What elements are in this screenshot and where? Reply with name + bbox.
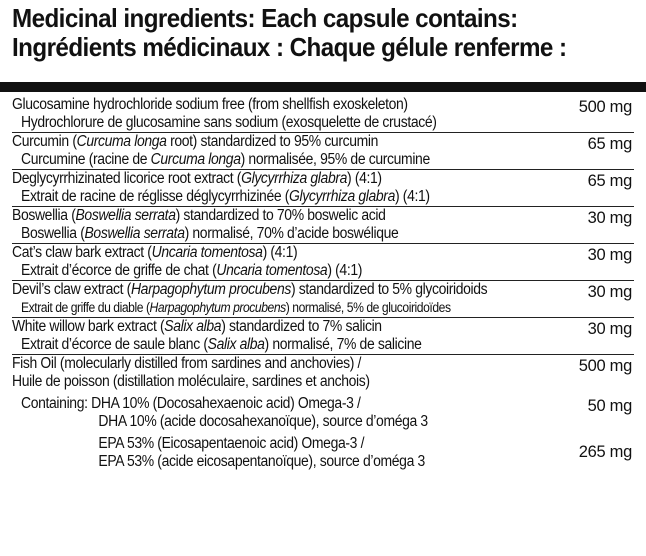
ingredients-table bbox=[12, 96, 634, 471]
title-french: Ingrédients médicinaux : Chaque gélule renferme : bbox=[12, 32, 567, 62]
ingredient-row-devils-claw bbox=[12, 281, 634, 318]
ingredient-amount: 65 mg bbox=[587, 172, 632, 190]
ingredient-name-en: Glucosamine hydrochloride sodium free (from shellfish exoskeleton) bbox=[12, 96, 408, 113]
ingredient-row-licorice bbox=[12, 170, 634, 207]
ingredient-row-fish-oil bbox=[12, 355, 634, 471]
epa-name-fr: EPA 53% (acide eicosapentanoïque), source d’oméga 3 bbox=[98, 453, 425, 470]
ingredient-amount: 500 mg bbox=[578, 98, 632, 116]
ingredient-name-en: Fish Oil (molecularly distilled from sardines and anchovies) / bbox=[12, 355, 362, 372]
ingredient-row-curcumin bbox=[12, 133, 634, 170]
ingredient-amount: 30 mg bbox=[587, 209, 632, 227]
fish-oil-dha bbox=[12, 395, 634, 431]
ingredient-name-fr: Extrait de griffe du diable (Harpagophytum procubens) normalisé, 5% de glucoiridoïdes bbox=[21, 300, 451, 315]
ingredient-amount: 30 mg bbox=[587, 283, 632, 301]
epa-amount: 265 mg bbox=[578, 443, 632, 461]
ingredient-name-en: White willow bark extract (Salix alba) standardized to 7% salicin bbox=[12, 318, 382, 335]
ingredient-name-fr: Extrait d’écorce de griffe de chat (Uncaria tomentosa) (4:1) bbox=[21, 262, 363, 279]
header-divider bbox=[0, 82, 646, 92]
containing-label: Containing: bbox=[21, 395, 88, 412]
dha-amount: 50 mg bbox=[587, 397, 632, 415]
ingredient-name-en: Deglycyrrhizinated licorice root extract (Glycyrrhiza glabra) (4:1) bbox=[12, 170, 382, 187]
ingredient-name-fr: Boswellia (Boswellia serrata) normalisé, 70% d’acide boswélique bbox=[21, 225, 399, 242]
epa-name-en: EPA 53% (Eicosapentaenoic acid) Omega-3 / bbox=[98, 435, 365, 452]
ingredient-name-fr: Hydrochlorure de glucosamine sans sodium (exosquelette de crustacé) bbox=[21, 114, 437, 131]
ingredient-name-en: Boswellia (Boswellia serrata) standardized to 70% boswelic acid bbox=[12, 207, 386, 224]
dha-name-en: Containing: DHA 10% (Docosahexaenoic acid) Omega-3 / bbox=[21, 395, 361, 412]
ingredient-amount: 30 mg bbox=[587, 320, 632, 338]
ingredient-row-glucosamine bbox=[12, 96, 634, 133]
ingredient-row-cats-claw bbox=[12, 244, 634, 281]
header bbox=[12, 4, 632, 62]
dha-name-fr: DHA 10% (acide docosahexanoïque), source d’oméga 3 bbox=[98, 413, 428, 430]
ingredient-name-fr: Extrait d’écorce de saule blanc (Salix alba) normalisé, 7% de salicine bbox=[21, 336, 422, 353]
ingredient-amount: 30 mg bbox=[587, 246, 632, 264]
ingredient-row-white-willow bbox=[12, 318, 634, 355]
ingredient-name-en: Devil’s claw extract (Harpagophytum procubens) standardized to 5% glycoiridoids bbox=[12, 281, 488, 298]
fish-oil-epa bbox=[12, 435, 634, 471]
ingredient-name-fr: Extrait de racine de réglisse déglycyrrhizinée (Glycyrrhiza glabra) (4:1) bbox=[21, 188, 430, 205]
title-english: Medicinal ingredients: Each capsule contains: bbox=[12, 3, 518, 33]
ingredient-name-fr: Curcumine (racine de Curcuma longa) normalisée, 95% de curcumine bbox=[21, 151, 430, 168]
ingredient-name-en: Cat’s claw bark extract (Uncaria tomentosa) (4:1) bbox=[12, 244, 298, 261]
ingredient-amount: 65 mg bbox=[587, 135, 632, 153]
ingredient-name-en: Curcumin (Curcuma longa root) standardized to 95% curcumin bbox=[12, 133, 379, 150]
ingredient-amount: 500 mg bbox=[578, 357, 632, 375]
ingredient-name-fr: Huile de poisson (distillation moléculaire, sardines et anchois) bbox=[12, 373, 370, 390]
ingredient-row-boswellia bbox=[12, 207, 634, 244]
